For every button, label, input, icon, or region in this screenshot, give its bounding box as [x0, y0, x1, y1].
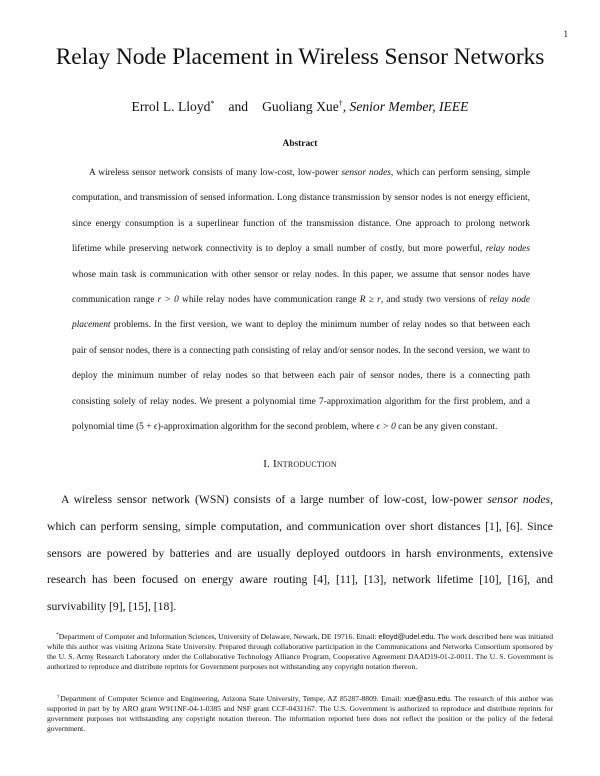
email-link[interactable]: elloyd@udel.edu	[378, 632, 434, 641]
abstract-body: A wireless sensor network consists of many low-cost, low-power sensor nodes, which can perform sensing, simple computation, and transmission of sensed information. Long distance transmission by sensor nodes is not energy efficient, since energy consumption is a superlinear function of the transmission distance. One approach to prolong network lifetime while preserving network connectivity is to deploy a small number of costly, but more powerful, relay nodes whose main task is communication with other sensor or relay nodes. In this paper, we assume that sensor nodes have communication range r > 0 while relay nodes have communication range R ≥ r, and study two versions of relay node placement problems. In the first version, we want to deploy the minimum number of relay nodes so that between each pair of sensor nodes, there is a connecting path consisting of relay and/or sensor nodes. In the second version, we want to deploy the minimum number of relay nodes so that between each pair of sensor nodes, there is a connecting path consisting solely of relay nodes. We present a polynomial time 7-approximation algorithm for the first problem, and a polynomial time (5 + ϵ)-approximation algorithm for the second problem, where ϵ > 0 can be any given constant.	[72, 168, 530, 433]
page-number: 1	[563, 29, 568, 39]
abstract-heading: Abstract	[282, 139, 318, 149]
author-affiliation: , Senior Member, IEEE	[342, 99, 469, 114]
email-link[interactable]: xue@asu.edu	[404, 694, 450, 703]
author-2: Guoliang Xue	[262, 99, 339, 114]
footnote-author-1: *Department of Computer and Information Sciences, University of Delaware, Newark, DE 19716. Email: elloyd@udel.edu. The work described here was initiated while this author was visiting Arizona State University. Prepared through collaborative participation in the Communications and Networks Consortium sponsored by the U. S. Army Research Laboratory under the Collaborative Technology Alliance Program, Cooperative Agreement DAAD19-01-2-0011. The U. S. Government is authorized to reproduce and distribute reprints for Government purposes not withstanding any copyright notation thereon.	[47, 632, 553, 671]
author-1-footnote-mark: *	[210, 99, 215, 108]
author-connector: and	[228, 99, 249, 114]
introduction-paragraph: A wireless sensor network (WSN) consists of a large number of low-cost, low-power sensor nodes, which can perform sensing, simple computation, and communication over short distances [1], [6]. Since sensors are powered by batteries and are usually deployed outdoors in harsh environments, extensive research has been focused on energy aware routing [4], [11], [13], network lifetime [10], [16], and survivability [9], [15], [18].	[47, 493, 553, 614]
author-line	[0, 99, 600, 115]
footnote-author-2: †Department of Computer Science and Engineering, Arizona State University, Tempe, AZ 85287-8809. Email: xue@asu.edu. The research of this author was supported in part by by ARO grant W911NF-04-1-0385 and NSF grant CCF-0431167. The U.S. Government is authorized to reproduce and distribute reprints for government purposes not withstanding any copyright notation thereon. The information reported here does not reflect the position or the policy of the federal government.	[47, 694, 553, 733]
section-heading-introduction: I. Introduction	[263, 458, 337, 470]
paper-title: Relay Node Placement in Wireless Sensor Networks	[55, 44, 545, 70]
author-1: Errol L. Lloyd	[131, 99, 211, 114]
author-2-footnote-mark: †	[338, 99, 343, 108]
